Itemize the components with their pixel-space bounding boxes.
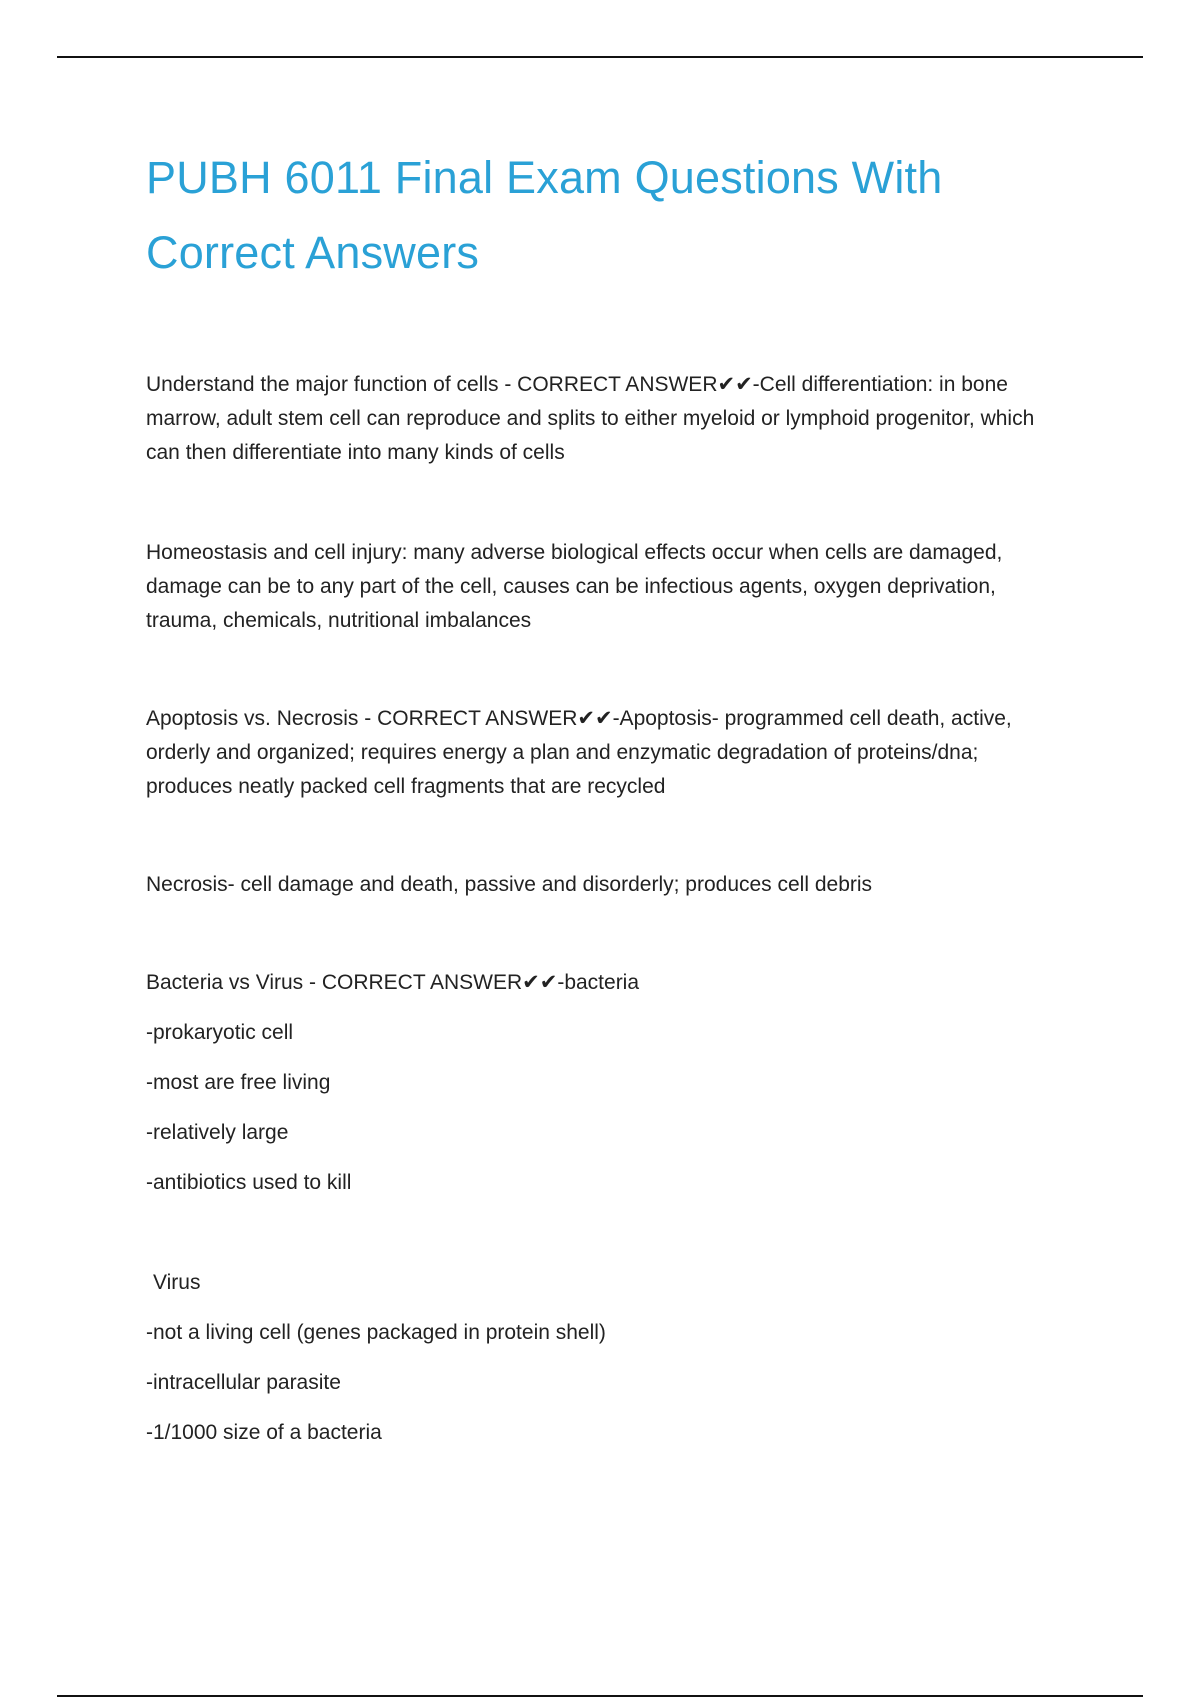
virus-point: -not a living cell (genes packaged in protein shell) [146,1321,606,1344]
bacteria-point: -antibiotics used to kill [146,1171,352,1194]
bacteria-point: -relatively large [146,1121,289,1144]
paragraph-necrosis: Necrosis- cell damage and death, passive and disorderly; produces cell debris [146,873,873,896]
paragraph-apoptosis: Apoptosis vs. Necrosis - CORRECT ANSWER✔✔-Apoptosis- programmed cell death, active, orderly and organized; requires energy a plan and enzymatic degradation of proteins/dna; produces neatly packed cell fragments that are recycled [146,707,1012,798]
paragraph-homeostasis: Homeostasis and cell injury: many adverse biological effects occur when cells are damaged, damage can be to any part of the cell, causes can be infectious agents, oxygen deprivation, trauma, chemicals, nutritional imbalances [146,541,1003,632]
paragraph-cell-function: Understand the major function of cells - CORRECT ANSWER✔✔-Cell differentiation: in bone marrow, adult stem cell can reproduce and splits to either myeloid or lymphoid progenitor, which can then differentiate into many kinds of cells [146,373,1035,464]
bacteria-point: -most are free living [146,1071,331,1094]
bacteria-point: -prokaryotic cell [146,1021,294,1044]
virus-point: -1/1000 size of a bacteria [146,1421,382,1444]
document-title: PUBH 6011 Final Exam Questions With Correct Answers [146,152,943,278]
paragraph-bacteria-vs-virus: Bacteria vs Virus - CORRECT ANSWER✔✔-bacteria [146,971,640,994]
virus-point: -intracellular parasite [146,1371,341,1394]
document-body [146,140,1066,1450]
bottom-rule [57,1695,1143,1697]
top-rule [57,56,1143,58]
virus-heading: Virus [153,1271,201,1294]
